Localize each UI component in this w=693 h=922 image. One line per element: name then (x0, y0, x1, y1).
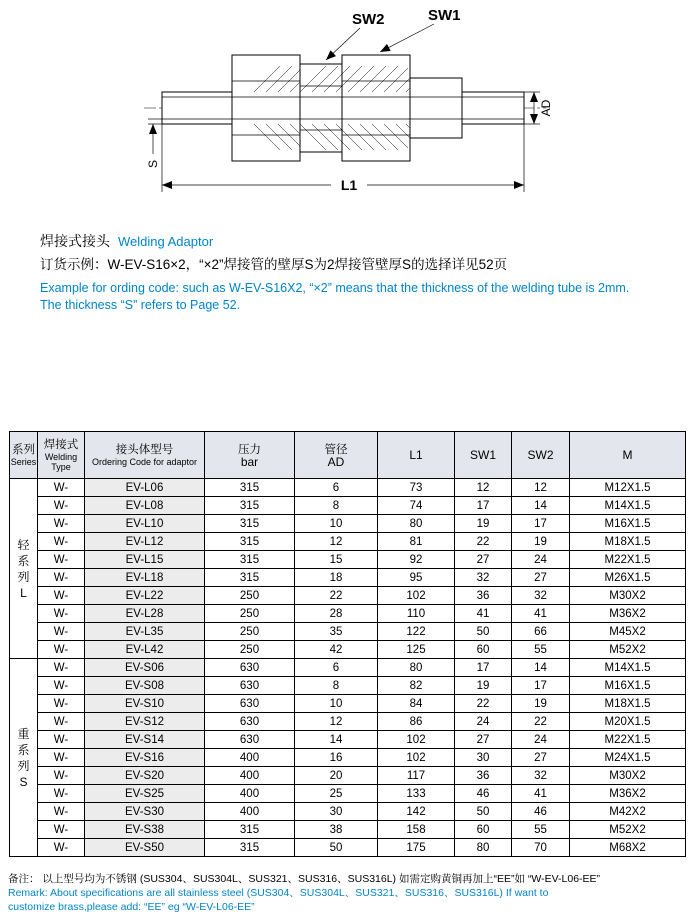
spec-row (10, 515, 686, 533)
l1-cell: 133 (378, 785, 455, 803)
spec-row (10, 821, 686, 839)
thread-size-cell: M18X1.5 (570, 695, 686, 713)
ordering-code-cell: EV-S16 (85, 749, 205, 767)
col-header-m: M (570, 432, 686, 479)
sw2-cell: 46 (512, 803, 570, 821)
ad-cell: 8 (295, 497, 378, 515)
l1-cell: 125 (378, 641, 455, 659)
col-header-welding-type: 焊接式 Welding Type (38, 432, 85, 479)
spec-row (10, 695, 686, 713)
ad-cell: 10 (295, 695, 378, 713)
spec-row (10, 623, 686, 641)
spec-row (10, 569, 686, 587)
thread-size-cell: M14X1.5 (570, 497, 686, 515)
sw2-cell: 32 (512, 587, 570, 605)
title-en: Welding Adaptor (118, 234, 214, 249)
sw1-cell: 41 (455, 605, 512, 623)
spec-row (10, 713, 686, 731)
thread-size-cell: M26X1.5 (570, 569, 686, 587)
thread-size-cell: M30X2 (570, 587, 686, 605)
welding-type-cell: W- (38, 533, 85, 551)
thread-size-cell: M18X1.5 (570, 533, 686, 551)
l1-cell: 142 (378, 803, 455, 821)
ordering-code-cell: EV-L18 (85, 569, 205, 587)
sw1-cell: 19 (455, 677, 512, 695)
section-title (40, 231, 629, 252)
ordering-code-cell: EV-S08 (85, 677, 205, 695)
l1-cell: 95 (378, 569, 455, 587)
welding-type-cell: W- (38, 749, 85, 767)
ordering-code-cell: EV-L12 (85, 533, 205, 551)
ad-label: AD (539, 99, 552, 117)
spec-row (10, 659, 686, 677)
l1-cell: 102 (378, 587, 455, 605)
ad-cell: 30 (295, 803, 378, 821)
welding-type-cell: W- (38, 803, 85, 821)
sw2-cell: 41 (512, 785, 570, 803)
welding-type-cell: W- (38, 731, 85, 749)
ordering-code-cell: EV-S20 (85, 767, 205, 785)
thread-size-cell: M16X1.5 (570, 515, 686, 533)
ordering-code-cell: EV-S14 (85, 731, 205, 749)
col-header-sw1: SW1 (455, 432, 512, 479)
sw2-cell: 19 (512, 533, 570, 551)
sw1-cell: 22 (455, 695, 512, 713)
thread-size-cell: M36X2 (570, 785, 686, 803)
sw2-cell: 17 (512, 515, 570, 533)
sw2-cell: 41 (512, 605, 570, 623)
pressure-cell: 315 (205, 569, 295, 587)
spec-row (10, 479, 686, 497)
ad-cell: 16 (295, 749, 378, 767)
ordering-code-cell: EV-L08 (85, 497, 205, 515)
sw1-cell: 27 (455, 551, 512, 569)
spec-table-header (10, 432, 686, 479)
l1-cell: 80 (378, 659, 455, 677)
welding-type-cell: W- (38, 713, 85, 731)
technical-drawing (142, 6, 552, 223)
ordering-code-cell: EV-S30 (85, 803, 205, 821)
welding-type-cell: W- (38, 839, 85, 857)
ordering-code-cell: EV-L28 (85, 605, 205, 623)
col-header-series: 系列 Series (10, 432, 38, 479)
col-header-sw2: SW2 (512, 432, 570, 479)
welding-type-cell: W- (38, 695, 85, 713)
ad-cell: 28 (295, 605, 378, 623)
spec-row (10, 605, 686, 623)
thread-size-cell: M52X2 (570, 821, 686, 839)
pressure-cell: 630 (205, 677, 295, 695)
thread-size-cell: M22X1.5 (570, 731, 686, 749)
pressure-cell: 315 (205, 839, 295, 857)
sw1-cell: 22 (455, 533, 512, 551)
welding-type-cell: W- (38, 677, 85, 695)
spec-row (10, 641, 686, 659)
l1-cell: 110 (378, 605, 455, 623)
footer-remarks (8, 872, 600, 914)
sw2-cell: 14 (512, 659, 570, 677)
pressure-cell: 400 (205, 749, 295, 767)
thread-size-cell: M30X2 (570, 767, 686, 785)
ad-cell: 20 (295, 767, 378, 785)
l1-cell: 102 (378, 731, 455, 749)
spec-row (10, 533, 686, 551)
ordering-code-cell: EV-L06 (85, 479, 205, 497)
welding-type-cell: W- (38, 587, 85, 605)
pressure-cell: 250 (205, 605, 295, 623)
spec-row (10, 749, 686, 767)
sw1-cell: 60 (455, 641, 512, 659)
ad-cell: 25 (295, 785, 378, 803)
sw1-cell: 32 (455, 569, 512, 587)
intro-block (40, 231, 629, 313)
adaptor-drawing-svg (142, 6, 552, 218)
l1-cell: 92 (378, 551, 455, 569)
sw2-cell: 55 (512, 641, 570, 659)
order-example-en-line1: Example for ording code: such as W-EV-S16X2, “×2” means that the thickness of the welding tube is 2mm. (40, 281, 630, 295)
order-example-en-line2: The thickness “S” refers to Page 52. (40, 298, 241, 312)
sw2-cell: 27 (512, 569, 570, 587)
sw1-cell: 17 (455, 497, 512, 515)
spec-table-body (10, 479, 686, 857)
ad-cell: 10 (295, 515, 378, 533)
ordering-code-cell: EV-L15 (85, 551, 205, 569)
ordering-code-cell: EV-L42 (85, 641, 205, 659)
sw2-cell: 70 (512, 839, 570, 857)
l1-cell: 74 (378, 497, 455, 515)
thread-size-cell: M14X1.5 (570, 659, 686, 677)
sw2-cell: 19 (512, 695, 570, 713)
pressure-cell: 250 (205, 587, 295, 605)
ordering-code-cell: EV-S10 (85, 695, 205, 713)
sw2-cell: 24 (512, 551, 570, 569)
l1-cell: 80 (378, 515, 455, 533)
pressure-cell: 250 (205, 623, 295, 641)
sw1-cell: 50 (455, 803, 512, 821)
ad-cell: 22 (295, 587, 378, 605)
col-header-ad: 管径 AD (295, 432, 378, 479)
order-example-zh: 订货示例：W-EV-S16×2，“×2”焊接管的壁厚S为2焊接管壁厚S的选择详见52页 (40, 257, 508, 272)
l1-cell: 122 (378, 623, 455, 641)
l1-cell: 82 (378, 677, 455, 695)
col-header-pressure: 压力 bar (205, 432, 295, 479)
welding-type-cell: W- (38, 821, 85, 839)
sw2-cell: 55 (512, 821, 570, 839)
sw2-cell: 14 (512, 497, 570, 515)
ad-cell: 12 (295, 713, 378, 731)
thread-size-cell: M45X2 (570, 623, 686, 641)
sw1-cell: 46 (455, 785, 512, 803)
l1-cell: 84 (378, 695, 455, 713)
ad-cell: 50 (295, 839, 378, 857)
welding-type-cell: W- (38, 659, 85, 677)
ad-cell: 35 (295, 623, 378, 641)
welding-type-cell: W- (38, 515, 85, 533)
pressure-cell: 315 (205, 479, 295, 497)
sw1-cell: 50 (455, 623, 512, 641)
spec-row (10, 785, 686, 803)
sw2-cell: 24 (512, 731, 570, 749)
thread-size-cell: M52X2 (570, 641, 686, 659)
sw2-cell: 22 (512, 713, 570, 731)
sw1-cell: 17 (455, 659, 512, 677)
center-body-hex (300, 64, 342, 152)
spec-row (10, 587, 686, 605)
spec-table (9, 431, 686, 857)
l1-cell: 102 (378, 749, 455, 767)
ad-cell: 6 (295, 659, 378, 677)
thread-size-cell: M16X1.5 (570, 677, 686, 695)
ad-cell: 42 (295, 641, 378, 659)
l1-cell: 158 (378, 821, 455, 839)
pressure-cell: 630 (205, 695, 295, 713)
pressure-cell: 630 (205, 731, 295, 749)
sw1-cell: 80 (455, 839, 512, 857)
l1-label: L1 (340, 177, 358, 193)
pressure-cell: 400 (205, 803, 295, 821)
sw1-cell: 36 (455, 587, 512, 605)
ordering-code-cell: EV-L35 (85, 623, 205, 641)
spec-row (10, 731, 686, 749)
ad-cell: 18 (295, 569, 378, 587)
thread-size-cell: M20X1.5 (570, 713, 686, 731)
ad-cell: 38 (295, 821, 378, 839)
sw1-cell: 12 (455, 479, 512, 497)
pressure-cell: 315 (205, 821, 295, 839)
remark-en-line2: customize brass,please add: “EE” eg “W-EV-L06-EE” (8, 901, 255, 913)
ad-cell: 14 (295, 731, 378, 749)
spec-row (10, 767, 686, 785)
pressure-cell: 315 (205, 551, 295, 569)
pressure-cell: 400 (205, 767, 295, 785)
thread-size-cell: M22X1.5 (570, 551, 686, 569)
s-label: S (146, 159, 160, 169)
leader-sw1 (380, 24, 434, 52)
sw2-label: SW2 (352, 11, 385, 28)
thread-size-cell: M36X2 (570, 605, 686, 623)
ad-cell: 12 (295, 533, 378, 551)
welding-type-cell: W- (38, 569, 85, 587)
sw1-label: SW1 (428, 7, 461, 24)
ad-cell: 8 (295, 677, 378, 695)
welding-type-cell: W- (38, 497, 85, 515)
remark-zh: 备注： 以上型号均为不锈钢 (SUS304、SUS304L、SUS321、SUS316、SUS316L) 如需定购黄铜再加上“EE”如 “W-EV-L06-EE” (8, 873, 601, 885)
col-header-l1: L1 (378, 432, 455, 479)
pressure-cell: 400 (205, 785, 295, 803)
spec-row (10, 839, 686, 857)
l1-cell: 81 (378, 533, 455, 551)
sw2-cell: 17 (512, 677, 570, 695)
spec-row (10, 551, 686, 569)
spec-row (10, 677, 686, 695)
sw2-cell: 32 (512, 767, 570, 785)
ordering-code-cell: EV-S06 (85, 659, 205, 677)
ad-cell: 15 (295, 551, 378, 569)
welding-type-cell: W- (38, 551, 85, 569)
welding-type-cell: W- (38, 641, 85, 659)
sw1-cell: 19 (455, 515, 512, 533)
sw1-cell: 30 (455, 749, 512, 767)
pressure-cell: 250 (205, 641, 295, 659)
sw1-cell: 36 (455, 767, 512, 785)
pressure-cell: 630 (205, 713, 295, 731)
remark-en-line1: Remark: About specifications are all stainless steel (SUS304、SUS304L、SUS321、SUS316、SUS316L) If want to (8, 887, 549, 899)
l1-cell: 86 (378, 713, 455, 731)
sw2-cell: 27 (512, 749, 570, 767)
welding-type-cell: W- (38, 785, 85, 803)
l1-cell: 117 (378, 767, 455, 785)
welding-type-cell: W- (38, 767, 85, 785)
thread-size-cell: M24X1.5 (570, 749, 686, 767)
l1-cell: 73 (378, 479, 455, 497)
pressure-cell: 315 (205, 533, 295, 551)
pressure-cell: 315 (205, 497, 295, 515)
ordering-code-cell: EV-S50 (85, 839, 205, 857)
spec-row (10, 803, 686, 821)
ordering-code-cell: EV-S38 (85, 821, 205, 839)
body-step (410, 78, 462, 138)
right-nut-hex (342, 55, 410, 161)
ordering-code-cell: EV-S12 (85, 713, 205, 731)
pressure-cell: 630 (205, 659, 295, 677)
sw2-cell: 12 (512, 479, 570, 497)
pressure-cell: 315 (205, 515, 295, 533)
ordering-code-cell: EV-L10 (85, 515, 205, 533)
sw1-cell: 24 (455, 713, 512, 731)
series-group-label: 重 系 列 S (10, 659, 38, 857)
ordering-code-cell: EV-S25 (85, 785, 205, 803)
series-group-label: 轻 系 列 L (10, 479, 38, 659)
thread-size-cell: M42X2 (570, 803, 686, 821)
thread-size-cell: M12X1.5 (570, 479, 686, 497)
col-header-ordering-code: 接头体型号 Ordering Code for adaptor (85, 432, 205, 479)
ordering-code-cell: EV-L22 (85, 587, 205, 605)
sw1-cell: 27 (455, 731, 512, 749)
welding-type-cell: W- (38, 623, 85, 641)
title-zh: 焊接式接头 (40, 233, 110, 249)
sw1-cell: 60 (455, 821, 512, 839)
welding-type-cell: W- (38, 605, 85, 623)
welding-type-cell: W- (38, 479, 85, 497)
dimension-s (148, 119, 162, 154)
ad-cell: 6 (295, 479, 378, 497)
thread-size-cell: M68X2 (570, 839, 686, 857)
spec-row (10, 497, 686, 515)
left-nut-hex (232, 55, 300, 161)
sw2-cell: 66 (512, 623, 570, 641)
l1-cell: 175 (378, 839, 455, 857)
